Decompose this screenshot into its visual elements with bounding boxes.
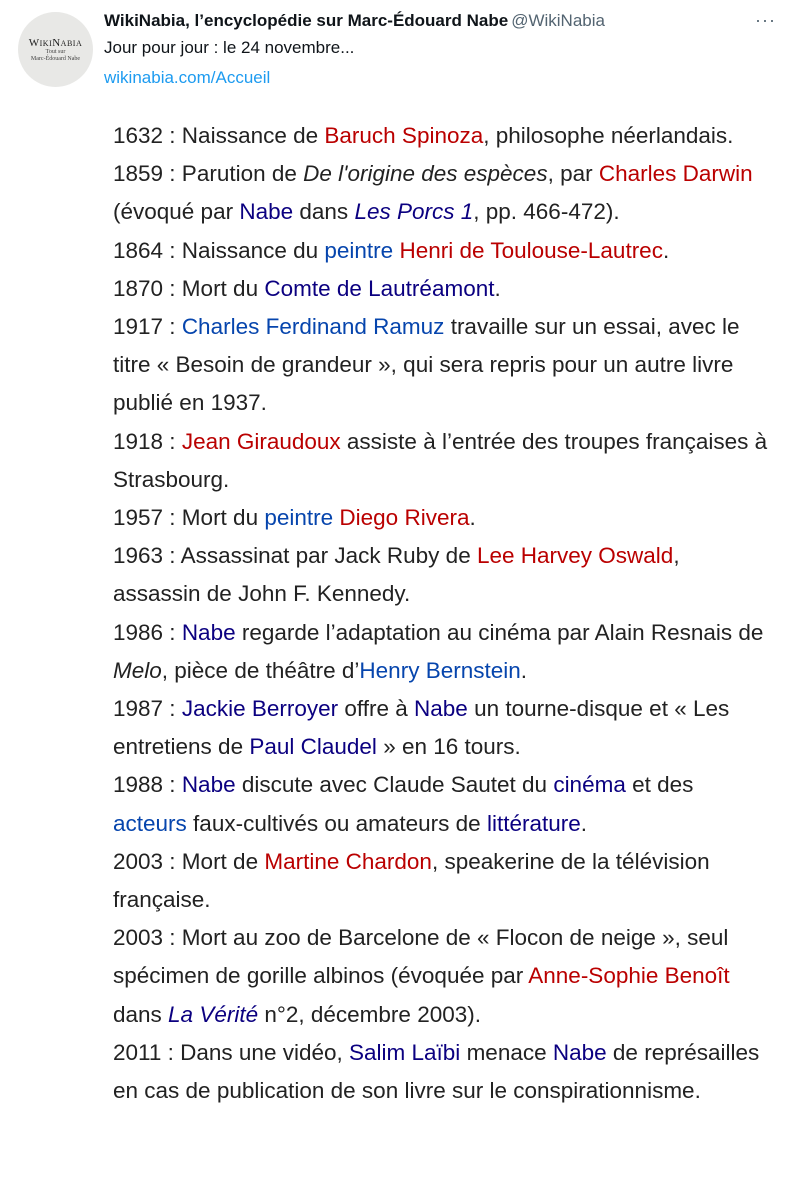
wiki-link[interactable]: La Vérité bbox=[168, 1001, 259, 1027]
entry-text: 2011 : Dans une vidéo, bbox=[113, 1039, 349, 1065]
wiki-link[interactable]: Jackie Berroyer bbox=[181, 696, 339, 722]
anniversary-entry bbox=[113, 423, 773, 499]
entry-text: 1963 : Assassinat par Jack Ruby de bbox=[113, 543, 477, 569]
wiki-link[interactable]: Nabe bbox=[552, 1039, 607, 1065]
wiki-link[interactable]: Paul Claudel bbox=[249, 734, 377, 760]
wiki-link[interactable]: acteurs bbox=[113, 810, 187, 836]
entry-text: regarde l’adaptation au cinéma par Alain Resnais de bbox=[235, 619, 764, 645]
anniversary-entry bbox=[113, 690, 773, 766]
entry-text: 1918 : bbox=[113, 428, 182, 454]
wiki-link[interactable]: Anne-Sophie Benoît bbox=[528, 963, 730, 989]
avatar-logo-subtitle-2: Marc-Édouard Nabe bbox=[30, 55, 81, 62]
anniversary-entry bbox=[113, 155, 773, 231]
wiki-link[interactable]: Salim Laïbi bbox=[349, 1039, 461, 1065]
entry-text: de représailles en cas de publication de son livre sur le conspirationnisme. bbox=[113, 1039, 760, 1104]
entry-text: et des bbox=[625, 772, 694, 798]
entry-text: travaille sur un essai, avec le titre « Besoin de grandeur », qui sera repris pour un autre livre publié en 1937. bbox=[113, 314, 740, 416]
avatar[interactable] bbox=[18, 12, 93, 87]
entry-text: 1859 : Parution de bbox=[113, 161, 304, 187]
wiki-link[interactable]: Henry Bernstein bbox=[359, 657, 521, 683]
wiki-link[interactable]: peintre bbox=[264, 505, 334, 531]
entry-text: 1864 : Naissance du bbox=[113, 237, 325, 263]
entry-text: discute avec Claude Sautet du bbox=[235, 772, 554, 798]
wiki-link[interactable]: Les Porcs 1 bbox=[354, 199, 474, 225]
entry-text: 1632 : Naissance de bbox=[113, 123, 325, 148]
entry-text: , pp. 466-472). bbox=[473, 199, 620, 225]
wiki-link[interactable]: Henri de Toulouse-Lautrec bbox=[399, 237, 663, 263]
entry-text: n°2, décembre 2003). bbox=[258, 1001, 481, 1027]
author-display-name[interactable]: WikiNabia, l’encyclopédie sur Marc-Édouard Nabe bbox=[104, 11, 509, 30]
wiki-link[interactable]: Nabe bbox=[181, 772, 236, 798]
entry-text: De l'origine des espèces bbox=[303, 161, 548, 187]
entry-text: 1870 : Mort du bbox=[113, 275, 265, 301]
wiki-link[interactable]: Nabe bbox=[239, 199, 294, 225]
anniversary-entry bbox=[113, 537, 773, 613]
wiki-link[interactable]: Lee Harvey Oswald bbox=[476, 543, 674, 569]
entry-text: dans bbox=[113, 1001, 169, 1027]
entry-text: 2003 : Mort de bbox=[113, 848, 265, 874]
entry-text: , par bbox=[547, 161, 599, 187]
entry-text: offre à bbox=[338, 696, 415, 722]
entry-text: 1988 : bbox=[113, 772, 182, 798]
more-horizontal-icon[interactable]: ··· bbox=[755, 10, 776, 30]
anniversary-entry bbox=[113, 843, 773, 919]
entry-text: assiste à l’entrée des troupes françaises à Strasbourg. bbox=[113, 428, 768, 492]
entry-text: . bbox=[580, 810, 588, 836]
wiki-link[interactable]: Nabe bbox=[181, 619, 236, 645]
anniversary-entry bbox=[113, 614, 773, 690]
entry-text: (évoqué par bbox=[113, 199, 240, 225]
avatar-logo-subtitle: Tout sur bbox=[45, 48, 66, 55]
wiki-link[interactable]: cinéma bbox=[553, 772, 626, 798]
entry-text: . bbox=[469, 505, 476, 531]
author-line bbox=[104, 10, 770, 32]
entry-text: , speakerine de la télévision française. bbox=[113, 848, 710, 913]
entry-text: 2003 : Mort au zoo de Barcelone de « Flocon de neige », seul spécimen de gorille albinos (évoquée par bbox=[113, 925, 729, 989]
anniversary-entry bbox=[113, 270, 773, 308]
tweet-text: Jour pour jour : le 24 novembre... bbox=[104, 38, 355, 57]
entry-text: 1917 : bbox=[113, 314, 182, 340]
wiki-link[interactable]: Charles Ferdinand Ramuz bbox=[181, 314, 445, 340]
anniversary-entry bbox=[113, 499, 773, 537]
wiki-link[interactable]: peintre bbox=[324, 237, 394, 263]
author-handle[interactable]: @WikiNabia bbox=[511, 11, 605, 30]
wiki-link[interactable]: Comte de Lautréamont bbox=[264, 275, 495, 301]
tweet-link[interactable]: wikinabia.com/Accueil bbox=[104, 68, 271, 87]
entry-text: , philosophe néerlandais. bbox=[483, 123, 734, 148]
entry-text: Melo bbox=[113, 657, 162, 683]
avatar-logo-title: WikiNabia bbox=[28, 36, 83, 49]
tweet-header bbox=[104, 10, 770, 89]
entry-text: un tourne-disque et « Les entretiens de bbox=[113, 696, 730, 760]
wiki-link[interactable]: littérature bbox=[486, 810, 581, 836]
entry-text: , pièce de théâtre d’ bbox=[161, 657, 360, 683]
anniversary-entry bbox=[113, 766, 773, 842]
entry-text: 1957 : Mort du bbox=[113, 505, 265, 531]
entry-text: dans bbox=[293, 199, 355, 225]
entry-text: » en 16 tours. bbox=[376, 734, 521, 760]
tweet-image-document bbox=[113, 117, 773, 1110]
entry-text: faux-cultivés ou amateurs de bbox=[186, 810, 487, 836]
anniversary-entry bbox=[113, 232, 773, 270]
anniversary-entry bbox=[113, 1034, 773, 1110]
wiki-link[interactable]: Martine Chardon bbox=[264, 848, 432, 874]
entry-text: 1986 : bbox=[113, 619, 182, 645]
entry-text: , assassin de John F. Kennedy. bbox=[113, 543, 680, 607]
entry-text: . bbox=[662, 237, 670, 263]
anniversary-entry bbox=[113, 919, 773, 1034]
entry-text: . bbox=[494, 275, 501, 301]
entry-text: 1987 : bbox=[113, 696, 182, 722]
wiki-link[interactable]: Charles Darwin bbox=[598, 161, 753, 187]
anniversary-entry bbox=[113, 308, 773, 423]
wiki-link[interactable]: Baruch Spinoza bbox=[324, 123, 484, 148]
entry-text: . bbox=[520, 657, 528, 683]
anniversary-entry bbox=[113, 117, 773, 155]
wiki-link[interactable]: Nabe bbox=[414, 696, 468, 722]
wiki-link[interactable]: Diego Rivera bbox=[339, 505, 470, 531]
entry-text: menace bbox=[460, 1039, 553, 1065]
wiki-link[interactable]: Jean Giraudoux bbox=[181, 428, 341, 454]
